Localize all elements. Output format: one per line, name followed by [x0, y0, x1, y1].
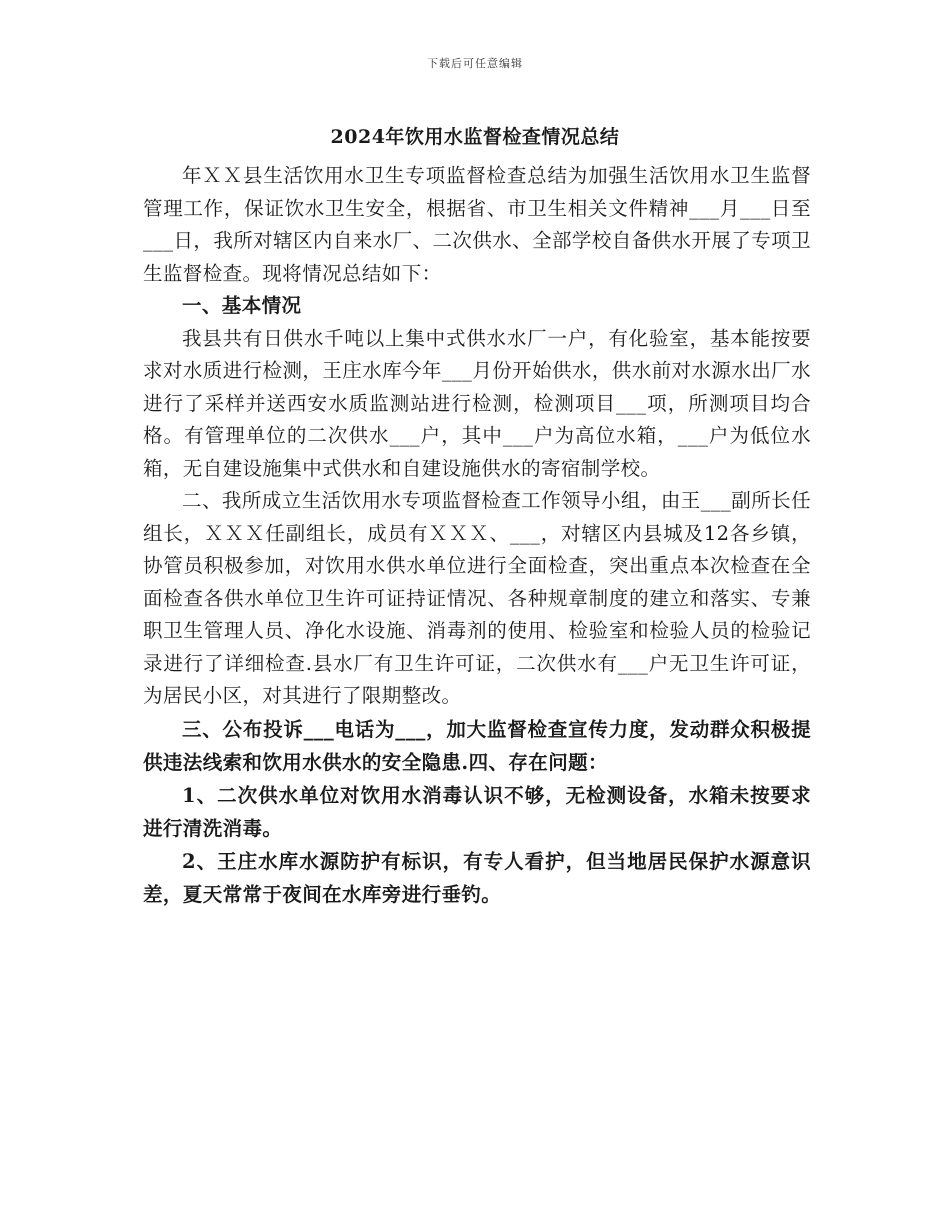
basic-situation-paragraph: 我县共有日供水千吨以上集中式供水水厂一户，有化验室，基本能按要求对水质进行检测，王庄水库今年___月份开始供水，供水前对水源水出厂水进行了采样并送西安水质监测站进行检测，检测项目___项，所测项目均合格。有管理单位的二次供水___户，其中___户为高位水箱，___户为低位水箱，无自建设施集中式供水和自建设施供水的寄宿制学校。 — [143, 326, 811, 480]
document-title: 2024年饮用水监督检查情况总结 — [330, 126, 620, 148]
section-two-paragraph: 二、我所成立生活饮用水专项监督检查工作领导小组，由王___副所长任组长，ＸＸＸ任副组长，成员有ＸＸＸ、___，对辖区内县城及12各乡镇，协管员积极参加，对饮用水供水单位进行全面检查，突出重点本次检查在全面检查各供水单位卫生许可证持证情况、各种规章制度的建立和落实、专兼职卫生管理人员、净化水设施、消毒剂的使用、检验室和检验人员的检验记录进行了详细检查.县水厂有卫生许可证，二次供水有___户无卫生许可证，为居民小区，对其进行了限期整改。 — [143, 489, 811, 707]
section-three-paragraph: 三、公布投诉___电话为___，加大监督检查宣传力度，发动群众积极提供违法线索和饮用水供水的安全隐患.四、存在问题： — [143, 717, 811, 774]
section-heading-basic: 一、基本情况 — [182, 294, 302, 317]
header-note: 下载后可任意编辑 — [427, 57, 523, 70]
problem-item-1: 1、二次供水单位对饮用水消毒认识不够，无检测设备，水箱未按要求进行清洗消毒。 — [143, 783, 811, 840]
intro-paragraph: 年ＸＸ县生活饮用水卫生专项监督检查总结为加强生活饮用水卫生监督管理工作，保证饮水卫生安全，根据省、市卫生相关文件精神___月___日至___日，我所对辖区内自来水厂、二次供水、全部学校自备供水开展了专项卫生监督检查。现将情况总结如下： — [143, 164, 811, 285]
document-body — [143, 160, 811, 911]
problem-item-2: 2、王庄水库水源防护有标识，有专人看护，但当地居民保护水源意识差，夏天常常于夜间在水库旁进行垂钓。 — [143, 849, 811, 906]
